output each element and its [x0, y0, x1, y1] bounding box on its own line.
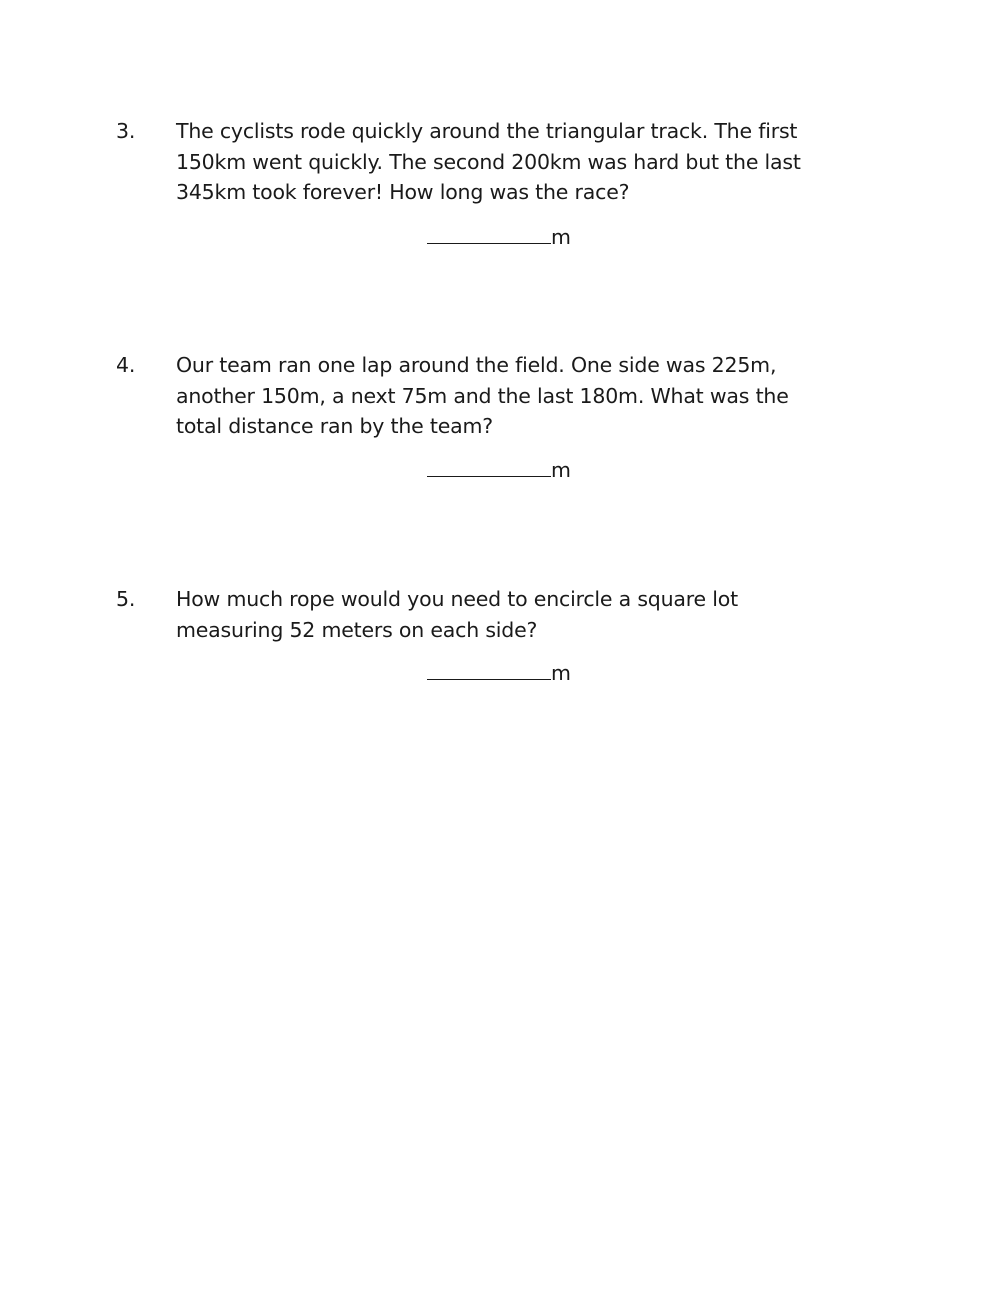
question-line: total distance ran by the team? — [176, 414, 493, 438]
question-line: The cyclists rode quickly around the triangular track. The first — [176, 119, 798, 143]
answer-unit: m — [551, 458, 571, 482]
question-line: 150km went quickly. The second 200km was hard but the last — [176, 149, 801, 174]
answer-unit: m — [551, 661, 571, 685]
question-number: 3. — [116, 119, 136, 143]
answer-blank[interactable] — [427, 224, 551, 244]
answer-5 — [427, 660, 571, 686]
question-number: 5. — [116, 587, 136, 611]
answer-4 — [427, 457, 571, 483]
question-line: measuring 52 meters on each side? — [176, 617, 538, 642]
question-text — [176, 116, 876, 208]
question-text — [176, 350, 876, 442]
question-line: How much rope would you need to encircle a square lot — [176, 587, 738, 611]
question-line: 345km took forever! How long was the race? — [176, 180, 630, 204]
answer-blank[interactable] — [427, 457, 551, 477]
question-line: another 150m, a next 75m and the last 180m. What was the — [176, 383, 789, 408]
question-number: 4. — [116, 353, 136, 377]
question-line: Our team ran one lap around the field. One side was 225m, — [176, 353, 777, 377]
answer-blank[interactable] — [427, 660, 551, 680]
answer-unit: m — [551, 225, 571, 249]
answer-3 — [427, 224, 571, 250]
question-text — [176, 584, 876, 645]
